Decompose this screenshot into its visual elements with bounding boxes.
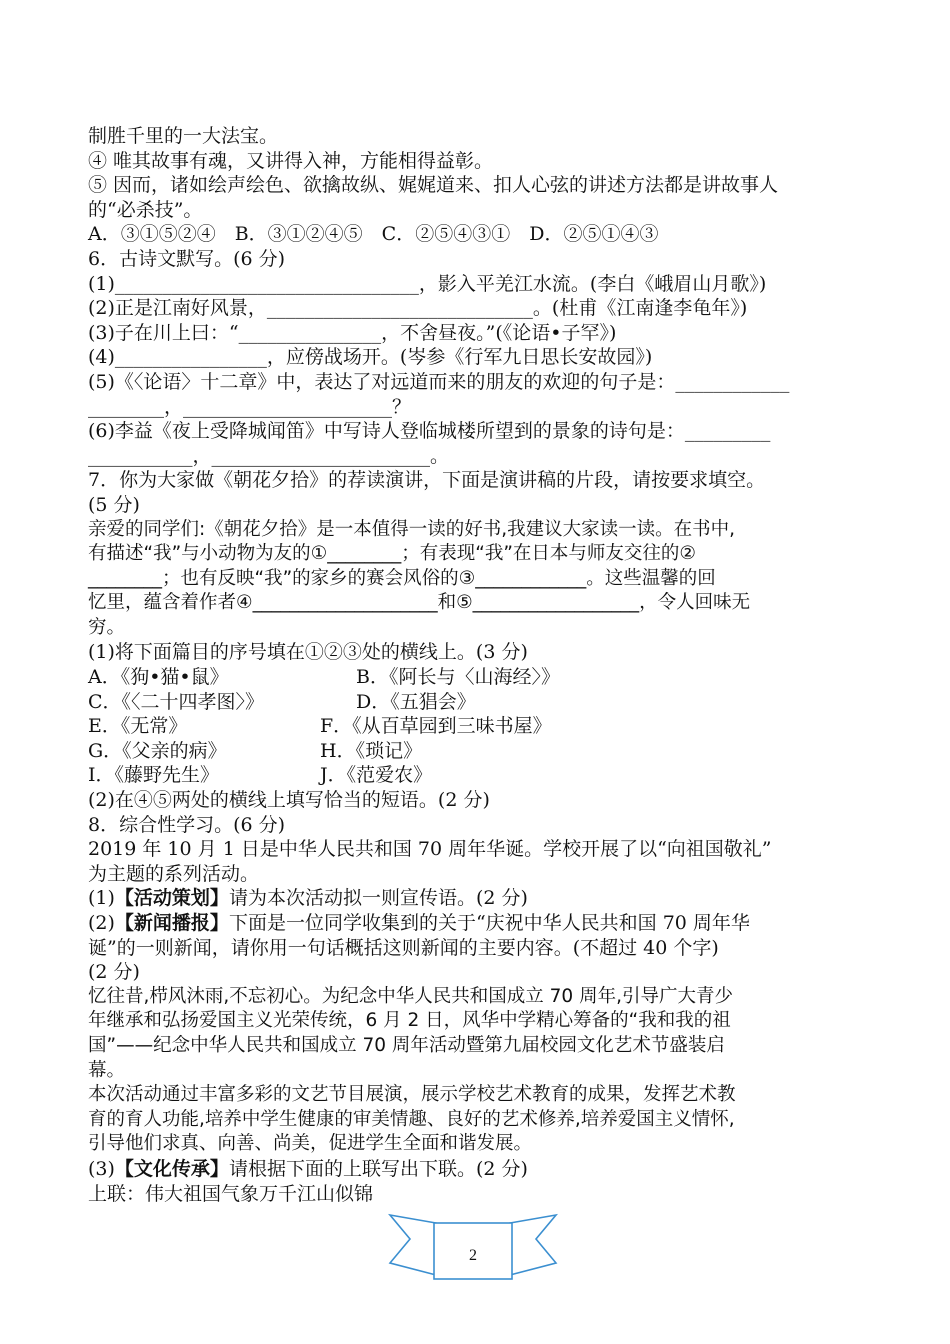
q6-item: (5)《〈论语〉十二章》中，表达了对远道而来的朋友的欢迎的句子是：____________ bbox=[88, 370, 790, 393]
couplet-line: 上联：伟大祖国气象万千江山似锦 bbox=[88, 1182, 374, 1205]
q6-item: ___________，_______________________。 bbox=[88, 444, 450, 467]
q6-item: ________，______________________？ bbox=[88, 395, 412, 418]
q8-sub2: (2)【新闻播报】下面是一位同学收集到的关于“庆祝中华人民共和国 70 周年华 bbox=[88, 912, 750, 934]
q8-intro: 为主题的系列活动。 bbox=[88, 862, 260, 885]
option-row bbox=[88, 763, 868, 788]
q8-sub1: (1)【活动策划】请为本次活动拟一则宣传语。(2 分) bbox=[88, 887, 528, 910]
page-footer-ribbon bbox=[388, 1205, 558, 1285]
ribbon-icon bbox=[388, 1205, 558, 1285]
news-line: 国”——纪念中华人民共和国成立 70 周年活动暨第九届校园文化艺术节盛装启 bbox=[88, 1034, 725, 1056]
q8-intro: 2019 年 10 月 1 日是中华人民共和国 70 周年华诞。学校开展了以“向祖国敬礼” bbox=[88, 838, 772, 861]
speech-line: 有描述“我”与小动物为友的①________；有表现“我”在日本与师友交往的② bbox=[88, 543, 697, 565]
q8-sub2-cont: 诞”的一则新闻，请你用一句话概括这则新闻的主要内容。(不超过 40 个字) bbox=[88, 936, 719, 959]
speech-line: ________；也有反映“我”的家乡的赛会风俗的③____________。这些温馨的回 bbox=[88, 567, 716, 589]
q6-item: (1)________________________________，影入平羌江水流。(李白《峨眉山月歌》) bbox=[88, 272, 767, 295]
section-tag: 【活动策划】 bbox=[114, 887, 229, 910]
option: C．《〈二十四孝图〉》 bbox=[88, 690, 265, 713]
option-row bbox=[88, 690, 868, 715]
section-tag: 【文化传承】 bbox=[114, 1157, 229, 1180]
text-line: ⑤ 因而，诸如绘声绘色、欲擒故纵、娓娓道来、扣人心弦的讲述方法都是讲故事人 bbox=[88, 174, 779, 197]
option: E．《无常》 bbox=[88, 715, 188, 738]
option: H．《琐记》 bbox=[320, 739, 423, 762]
q6-item: (6)李益《夜上受降城闻笛》中写诗人登临城楼所望到的景象的诗句是：_________ bbox=[88, 420, 771, 443]
option: A．《狗•猫•鼠》 bbox=[88, 666, 229, 689]
exam-page bbox=[88, 124, 868, 1206]
q6-item: (4)________________，应傍战场开。(岑参《行军九日思长安故园》) bbox=[88, 346, 653, 369]
speech-line: 亲爱的同学们:《朝花夕拾》是一本值得一读的好书,我建议大家读一读。在书中, bbox=[88, 518, 735, 540]
speech-line: 忆里，蕴含着作者④____________________和⑤__________________，令人回味无 bbox=[88, 592, 751, 614]
q8-sub3: (3)【文化传承】请根据下面的上联写出下联。(2 分) bbox=[88, 1157, 528, 1180]
question-7-title: 7．你为大家做《朝花夕拾》的荐读演讲，下面是演讲稿的片段，请按要求填空。 bbox=[88, 469, 766, 492]
option: F．《从百草园到三味书屋》 bbox=[320, 715, 552, 738]
text-line: 的“必杀技”。 bbox=[88, 198, 203, 221]
q7-sub1: (1)将下面篇目的序号填在①②③处的横线上。(3 分) bbox=[88, 641, 528, 664]
q7-sub2: (2)在④⑤两处的横线上填写恰当的短语。(2 分) bbox=[88, 789, 490, 812]
option: B．《阿长与〈山海经〉》 bbox=[356, 666, 560, 689]
question-8-title: 8．综合性学习。(6 分) bbox=[88, 813, 286, 836]
section-tag: 【新闻播报】 bbox=[114, 912, 229, 934]
speech-line: 穷。 bbox=[88, 616, 126, 638]
question-7-score: (5 分) bbox=[88, 493, 140, 516]
text-line: 制胜千里的一大法宝。 bbox=[88, 125, 279, 147]
news-line: 年继承和弘扬爱国主义光荣传统，6 月 2 日，风华中学精心筹备的“我和我的祖 bbox=[88, 1010, 731, 1032]
option: D．《五猖会》 bbox=[356, 690, 476, 713]
option: G．《父亲的病》 bbox=[88, 739, 227, 762]
q6-item: (3)子在川上曰：“_______________，不舍昼夜。”(《论语•子罕》) bbox=[88, 321, 617, 344]
option-row bbox=[88, 739, 868, 764]
news-line: 本次活动通过丰富多彩的文艺节目展演，展示学校艺术教育的成果，发挥艺术教 bbox=[88, 1084, 736, 1106]
news-line: 忆往昔,栉风沐雨,不忘初心。为纪念中华人民共和国成立 70 周年,引导广大青少 bbox=[88, 985, 733, 1007]
page-number: 2 bbox=[469, 1247, 477, 1264]
option: J．《范爱农》 bbox=[320, 764, 433, 787]
news-line: 引导他们求真、向善、尚美，促进学生全面和谐发展。 bbox=[88, 1133, 533, 1155]
news-line: 育的育人功能,培养中学生健康的审美情趣、良好的艺术修养,培养爱国主义情怀, bbox=[88, 1108, 735, 1130]
question-6-title: 6．古诗文默写。(6 分) bbox=[88, 247, 286, 270]
q8-sub2-score: (2 分) bbox=[88, 961, 140, 984]
option: I．《藤野先生》 bbox=[88, 764, 220, 787]
answer-choices: A．③①⑤②④ B．③①②④⑤ C．②⑤④③① D．②⑤①④③ bbox=[88, 223, 659, 246]
q6-item: (2)正是江南好风景，____________________________。(杜甫《江南逢李龟年》) bbox=[88, 297, 748, 320]
news-line: 幕。 bbox=[88, 1059, 126, 1081]
option-row bbox=[88, 714, 868, 739]
option-row bbox=[88, 665, 868, 690]
text-line: ④ 唯其故事有魂，又讲得入神，方能相得益彰。 bbox=[88, 149, 494, 172]
